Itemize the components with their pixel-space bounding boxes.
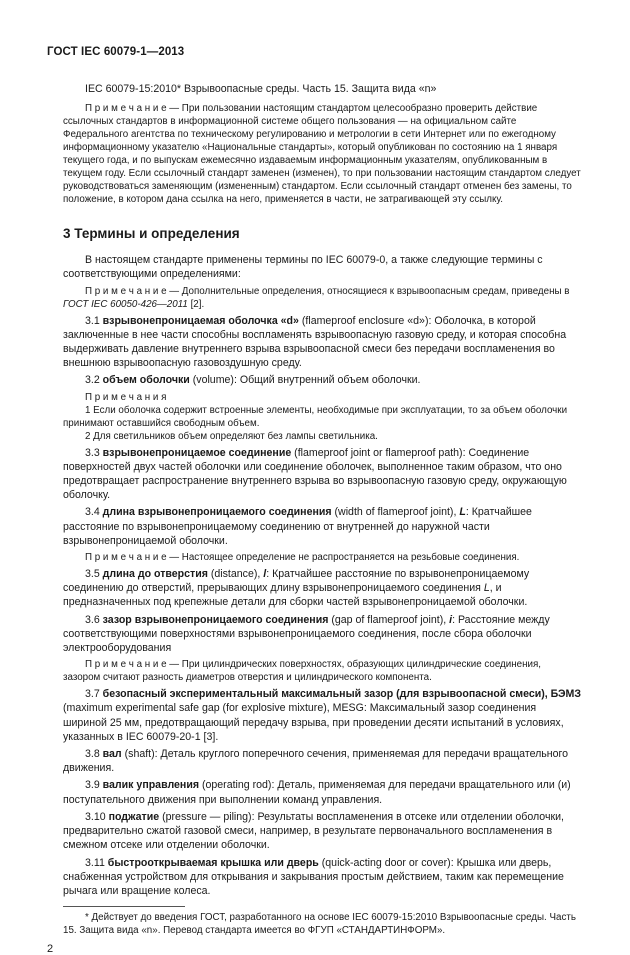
term-definition-tail: , и предназначенных под крепежные детали для сборки частей взрывонепроницаемой оболочки. — [63, 582, 528, 609]
term-name: быстрооткрываемая крышка или дверь — [107, 856, 319, 869]
term-definition-cont: : Расстояние между соответствующими поверхностями взрывонепроницаемого соединения, после сбора оболочки электрооборудования — [63, 613, 550, 655]
term-3-2-notes — [63, 391, 581, 443]
term-number: 3.10 — [85, 810, 109, 823]
intro-note-text: — Дополнительные определения, относящиеся к взрывоопасным средам, приведены в — [166, 285, 570, 297]
term-number: 3.8 — [85, 748, 103, 761]
term-symbol-2: L — [483, 582, 490, 595]
term-name: взрывонепроницаемая оболочка «d» — [102, 314, 299, 327]
term-number: 3.4 — [85, 506, 103, 519]
term-3-1 — [63, 314, 581, 371]
term-definition: (flameproof enclosure «d»): Оболочка, в которой заключенные в нее части способны воспламенять взрывоопасную газовую среду, и которая способна выдерживать давление внутреннего взрыва взрывоопасной смеси без передачи воспламенения во внешнюю взрывоопасную газовоздушную среду. — [63, 314, 567, 370]
intro-note-tail: [2]. — [187, 298, 205, 310]
term-3-3 — [63, 446, 581, 503]
term-definition: (operating rod): Деталь, применяемая для передачи вращательного или (и) поступательного движения при выполнении команд управления. — [63, 779, 571, 806]
term-3-8 — [63, 747, 581, 775]
notes-label: П р и м е ч а н и я — [85, 391, 167, 403]
term-3-6 — [63, 613, 581, 656]
term-definition-cont: : Кратчайшее расстояние по взрывонепроницаемому соединению до отверстий, прерывающих длину взрывонепроницаемого соединения — [63, 568, 530, 595]
term-number: 3.3 — [85, 446, 103, 459]
note-label: П р и м е ч а н и е — [85, 552, 167, 564]
term-definition: (maximum experimental safe gap (for explosive mixture), MESG: Максимальный зазор соединения шириной 25 мм, предотвращающий передачу взрыва, при проведении десяти испытаний в условиях, указанных в IEC 60079-20-1 [3]. — [63, 702, 564, 743]
iec-reference-text: IEC 60079-15:2010* Взрывоопасные среды. Часть 15. Защита вида «n» — [85, 83, 437, 95]
term-number: 3.1 — [85, 314, 103, 327]
term-3-4 — [63, 505, 581, 548]
term-3-6-note — [63, 658, 581, 684]
term-symbol: l — [263, 568, 267, 581]
note-label: П р и м е ч а н и е — [85, 103, 167, 115]
iec-reference — [63, 82, 581, 96]
term-3-7 — [63, 687, 581, 744]
term-3-10 — [63, 810, 581, 853]
section-intro — [63, 253, 581, 281]
footnote-text: * Действует до введения ГОСТ, разработанного на основе IEC 60079-15:2010 Взрывоопасные среды. Часть 15. Защита вида «n». Перевод стандарта имеется во ФГУП «СТАНДАРТИНФОРМ». — [63, 912, 576, 937]
section-intro-text: В настоящем стандарте применены термины по IEC 60079-0, а также следующие термины с соответствующими определениями: — [63, 254, 543, 281]
term-name: длина до отверстия — [102, 568, 208, 581]
note-1: 1 Если оболочка содержит встроенные элементы, необходимые при эксплуатации, то за объем оболочки принимают оставшийся свободным объем. — [63, 404, 568, 429]
footnote-divider — [63, 906, 185, 907]
term-3-4-note — [63, 551, 581, 564]
term-definition: (width of flameproof joint), — [331, 506, 460, 519]
note-text: — При цилиндрических поверхностях, образующих цилиндрические соединения, зазором считают разность диаметров отверстия и цилиндрического компонента. — [63, 659, 542, 684]
term-3-9 — [63, 778, 581, 806]
term-definition-cont: : Кратчайшее расстояние по взрывонепроницаемому соединению от внутренней до наружной части взрывонепроницаемой оболочки. — [63, 506, 532, 547]
note-label: П р и м е ч а н и е — [85, 659, 167, 671]
term-number: 3.11 — [85, 856, 108, 869]
term-symbol: i — [449, 613, 453, 626]
term-definition: (quick-acting door or cover): Крышка или дверь, снабженная устройством для открывания и закрывания простым действием, таким как перемещение рычага или вращение колеса. — [63, 856, 564, 897]
term-definition: (shaft): Деталь круглого поперечного сечения, применяемая для передачи вращательного движения. — [63, 748, 569, 775]
note-text: — При пользовании настоящим стандартом целесообразно проверить действие ссылочных стандартов в информационной системе общего пользования — на официальном сайте Федерального агентства по техническому регулированию и метрологии в сети Интернет или по ежегодному информационному указателю «Национальные стандарты», который опубликован по состоянию на 1 января текущего года, и по выпускам ежемесячно издаваемым информационным указателям, опубликованным в текущем году. Если ссылочный стандарт заменен (изменен), то при пользовании настоящим стандартом следует руководствоваться заменяющим (измененным) стандартом. Если ссылочный стандарт отменен без замены, то положение, в котором дана ссылка на него, применяется в части, не затрагивающей эту ссылку. — [63, 103, 581, 206]
term-definition: (gap of flameproof joint), — [328, 613, 450, 626]
note-2: 2 Для светильников объем определяют без лампы светильника. — [85, 430, 378, 442]
term-name: взрывонепроницаемое соединение — [102, 446, 292, 459]
term-name: объем оболочки — [102, 374, 190, 387]
term-definition: (volume): Общий внутренний объем оболочки. — [189, 374, 421, 387]
intro-note — [63, 285, 581, 311]
term-3-11 — [63, 856, 581, 899]
term-name: валик управления — [102, 779, 200, 792]
footnote — [63, 911, 581, 937]
term-number: 3.9 — [85, 779, 103, 792]
term-number: 3.5 — [85, 568, 103, 581]
term-3-2 — [63, 373, 581, 387]
term-number: 3.7 — [85, 688, 103, 701]
section-heading: 3 Термины и определения — [63, 226, 240, 242]
note-text: — Настоящее определение не распространяется на резьбовые соединения. — [166, 552, 520, 564]
term-symbol: L — [459, 506, 466, 519]
term-definition: (pressure — piling): Результаты воспламенения в отсеке или отделении оболочки, предварительно сжатой газовой смеси, например, в результате первоначального воспламенения в смежном отсеке или отделении оболочки. — [63, 810, 564, 852]
term-3-5 — [63, 567, 581, 610]
intro-note-label: П р и м е ч а н и е — [85, 285, 167, 297]
term-name: вал — [102, 748, 122, 761]
term-number: 3.2 — [85, 374, 103, 387]
term-name: поджатие — [108, 810, 160, 823]
reference-note — [63, 102, 581, 206]
term-name: зазор взрывонепроницаемого соединения — [102, 613, 329, 626]
term-definition: (distance), — [207, 568, 264, 581]
term-definition: (flameproof joint or flameproof path): Соединение поверхностей двух частей оболочки или соединение оболочек, выполненное таким образом, что оно предотвращает распространение внутреннего взрыва во взрывоопасную газовую среду, окружающую оболочку. — [63, 446, 567, 502]
intro-note-ref: ГОСТ IEC 60050-426—2011 — [63, 298, 188, 310]
term-name: длина взрывонепроницаемого соединения — [102, 506, 332, 519]
term-number: 3.6 — [85, 613, 103, 626]
term-name: безопасный экспериментальный максимальный зазор (для взрывоопасной смеси), БЭМЗ — [102, 688, 581, 701]
page-number: 2 — [47, 943, 54, 955]
standard-code: ГОСТ IEC 60079-1—2013 — [47, 46, 185, 58]
